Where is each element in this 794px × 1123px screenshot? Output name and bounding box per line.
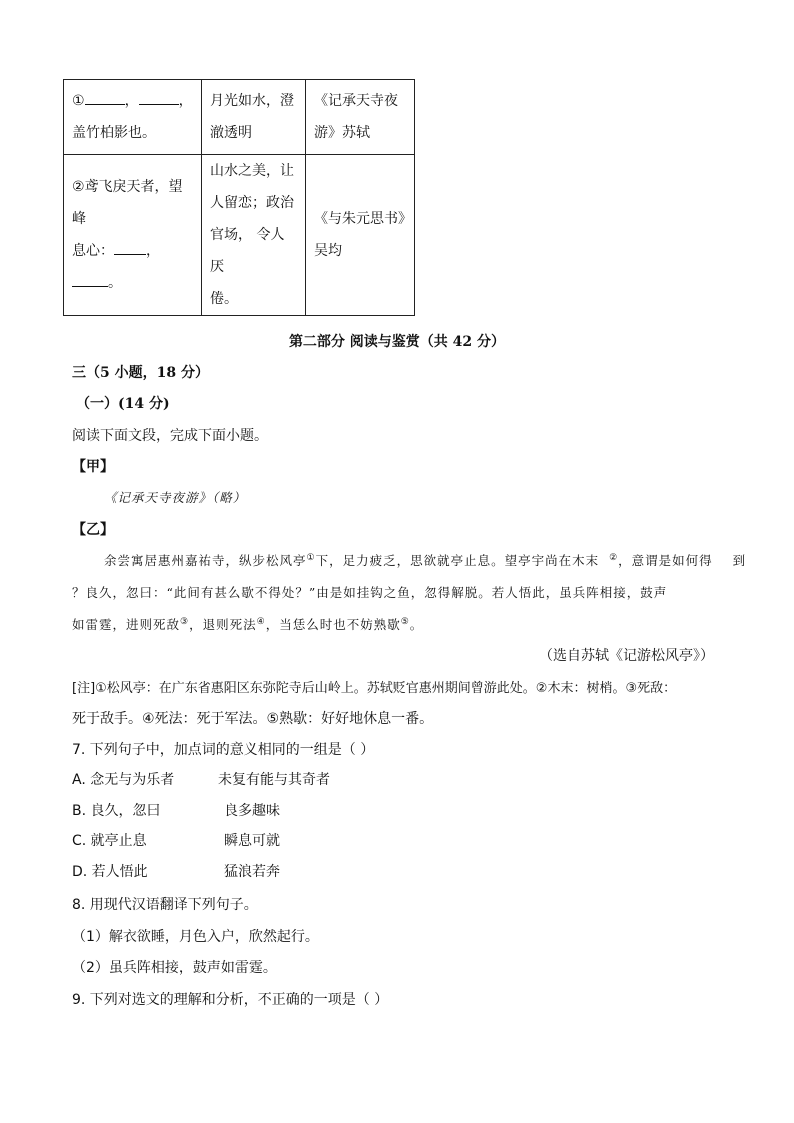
option-a[interactable]: A. 念无与为乐者 xyxy=(72,772,175,788)
note-text: 死于敌手。④死法：死于军法。⑤熟歇：好好地休息一番。 xyxy=(72,711,434,727)
table-cell-source-2: 《与朱元思书》 吴均 xyxy=(306,155,415,316)
table-row xyxy=(64,80,415,155)
option-d-pair: 猛浪若奔 xyxy=(224,864,280,880)
question-8-2: （2）虽兵阵相接，鼓声如雷霆。 xyxy=(72,960,277,976)
jia-label: 【甲】 xyxy=(72,459,114,475)
fill-blank[interactable] xyxy=(139,90,179,105)
jia-text: 《记承天寺夜游》（略） xyxy=(104,490,247,505)
option-b-pair: 良多趣味 xyxy=(224,803,280,819)
footnote-marker: ② xyxy=(609,552,619,563)
table-cell-source-1: 《记承天寺夜 游》苏轼 xyxy=(306,80,415,155)
footnote-marker: ⑤ xyxy=(400,616,410,627)
note-text: [注]①松风亭：在广东省惠阳区东弥陀寺后山岭上。苏轼贬官惠州期间曾游此处。②木末：树梢。③死敌： xyxy=(72,681,677,696)
passage-line: 如雷霆，进则死敌③，退则死法④，当恁么时也不妨熟歇⑤。 xyxy=(72,616,424,632)
option-c[interactable]: C. 就亭止息 xyxy=(72,833,147,849)
question-8-1: （1）解衣欲睡，月色入户，欣然起行。 xyxy=(72,929,319,945)
passage-line: 余尝寓居惠州嘉祐寺，纵步松风亭①下，足力疲乏，思欲就亭止息。望亭宇尚在木末 ②，意谓是如何得 到 xyxy=(104,552,747,568)
footnote-marker: ① xyxy=(306,552,316,563)
footnote-marker: ③ xyxy=(180,616,190,627)
section-heading: 三（5 小题，18 分） xyxy=(72,365,209,381)
table-cell-meaning-2: 山水之美，让 人留恋；政治 官场， 令人厌 倦。 xyxy=(202,155,306,316)
subsection-heading: （一）(14 分) xyxy=(76,396,170,412)
yi-label: 【乙】 xyxy=(72,522,114,538)
option-d[interactable]: D. 若人悟此 xyxy=(72,864,148,880)
table-cell-text: 盖竹柏影也。 xyxy=(72,125,156,141)
table-row xyxy=(64,155,415,316)
part-title: 第二部分 阅读与鉴赏（共 42 分） xyxy=(288,334,506,350)
poem-table xyxy=(63,79,415,316)
table-cell-meaning-1: 月光如水，澄 澈透明 xyxy=(202,80,306,155)
fill-blank[interactable] xyxy=(85,90,125,105)
footnote-marker: ④ xyxy=(256,616,266,627)
question-9: 9. 下列对选文的理解和分析，不正确的一项是（ ） xyxy=(72,992,389,1008)
question-8: 8. 用现代汉语翻译下列句子。 xyxy=(72,897,258,913)
fill-blank[interactable] xyxy=(114,240,146,255)
table-cell-blank-2: ②鸢飞戾天者，望峰 息心： ， 。 xyxy=(64,155,202,316)
fill-blank[interactable] xyxy=(72,272,108,287)
instruction-text: 阅读下面文段，完成下面小题。 xyxy=(72,428,268,444)
question-7: 7. 下列句子中，加点词的意义相同的一组是（ ） xyxy=(72,742,375,758)
option-c-pair: 瞬息可就 xyxy=(224,833,280,849)
option-a-pair: 未复有能与其奇者 xyxy=(218,772,330,788)
passage-line: ？良久，忽曰：“此间有甚么歇不得处？”由是如挂钩之鱼，忽得解脱。若人悟此，虽兵阵相接，鼓声 xyxy=(72,585,668,600)
source-citation: （选自苏轼《记游松风亭》） xyxy=(539,648,714,664)
table-cell-blank-1: ① ， ， 盖竹柏影也。 xyxy=(64,80,202,155)
option-b[interactable]: B. 良久，忽曰 xyxy=(72,803,161,819)
